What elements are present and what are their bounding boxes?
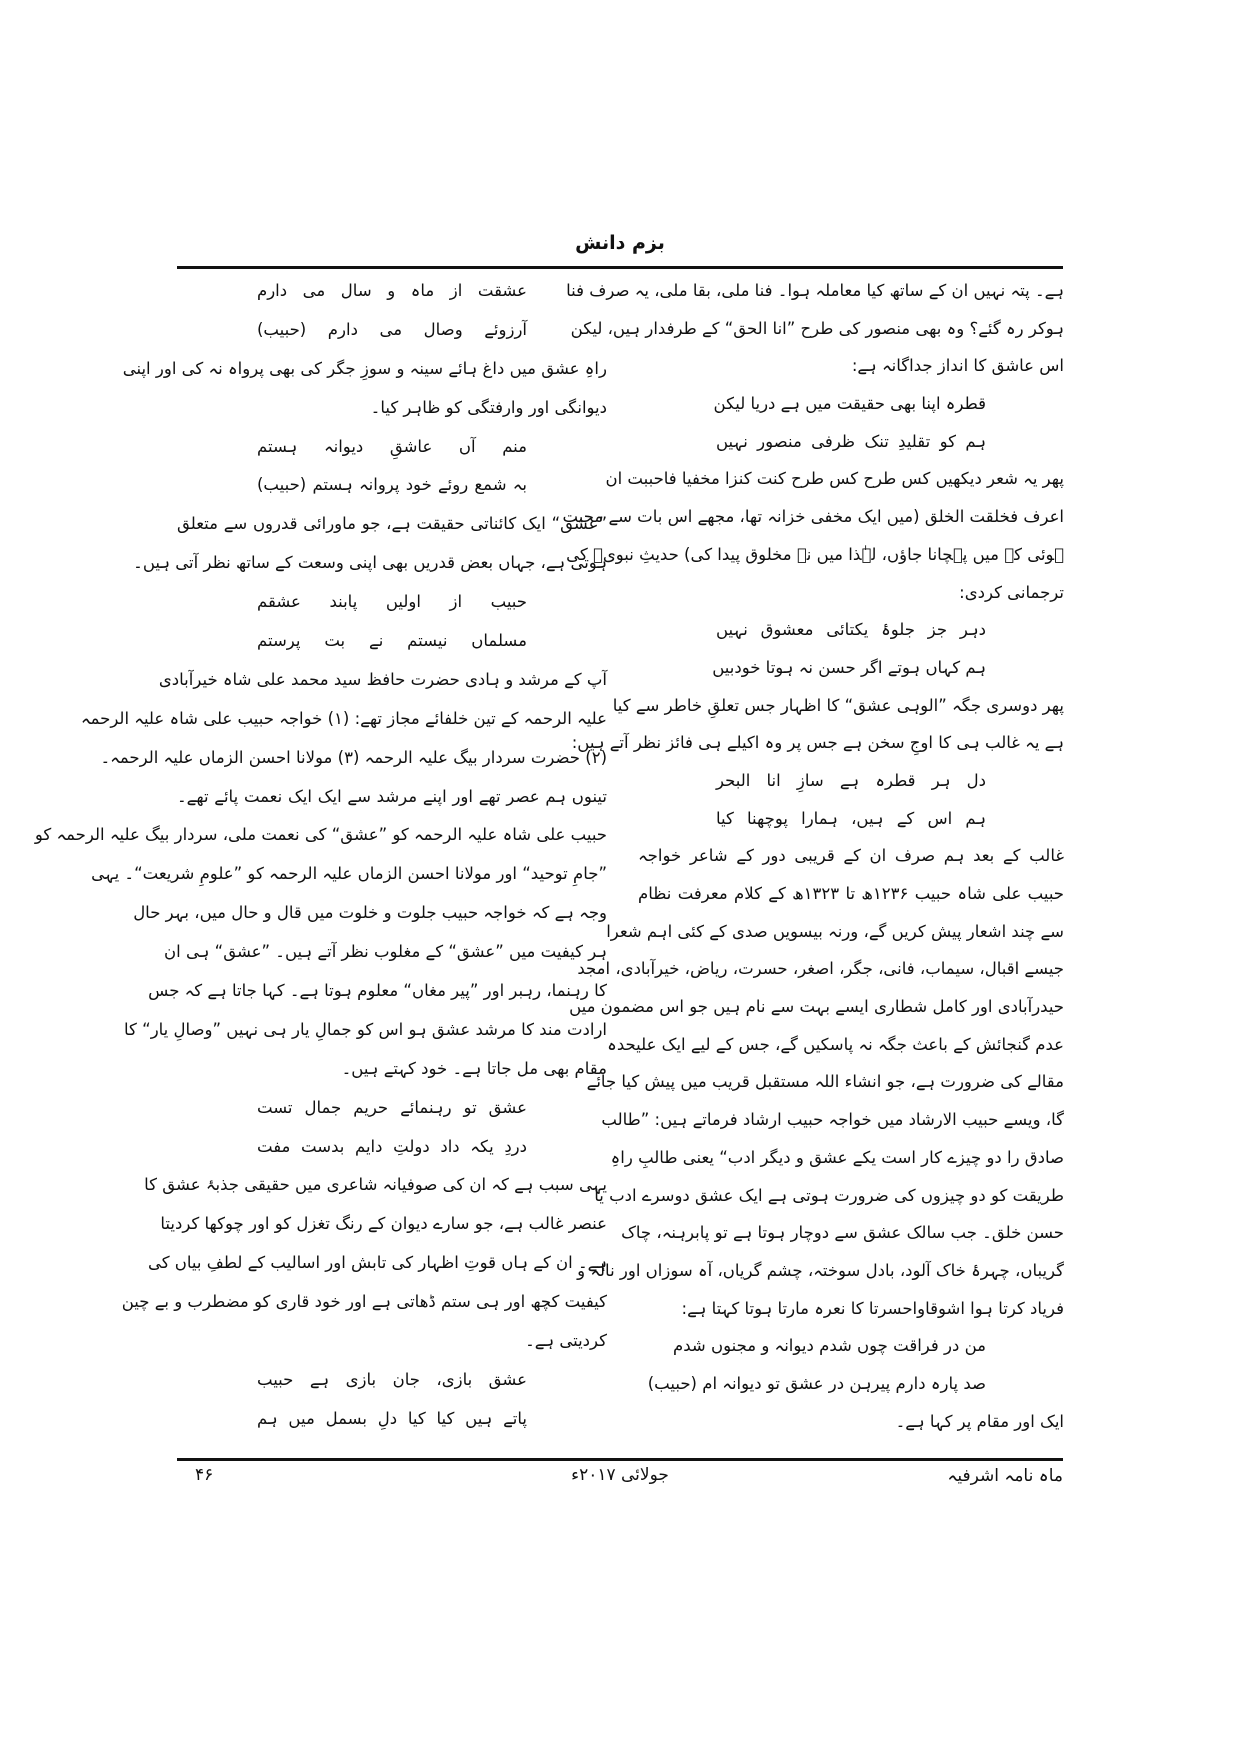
prose-line: جیسے اقبال، سیماب، فانی، جگر، اصغر، حسرت، ریاض، خیرآبادی، امجد (577, 959, 1064, 979)
prose-line: حبیب علی شاہ حبیب ۱۲۳۶ھ تا ۱۳۲۳ھ کے کلام معرفت نظام (638, 884, 1064, 903)
prose-line: گریباں، چہرۂ خاک آلود، بادل سوختہ، چشم گریاں، آہ سوزاں اور نالہ و (577, 1260, 1064, 1280)
prose-line: حبیب علی شاہ علیہ الرحمہ کو ”عشق“ کی نعمت ملی، سردار بیگ علیہ الرحمہ کو (34, 825, 607, 845)
prose-line: مقالے کی ضرورت ہے، جو انشاء اللہ مستقبل قریب میں پیش کیا جائے (586, 1072, 1064, 1092)
verse-line: منم آں عاشقِ دیوانہ ہستم (257, 436, 527, 456)
prose-line: پھر دوسری جگہ ”الوہی عشق“ کا اظہار جس تعلقِ خاطر سے کیا (612, 695, 1064, 715)
verse-line: عشق بازی، جان بازی ہے حبیب (257, 1369, 527, 1389)
prose-line: دیوانگی اور وارفتگی کو ظاہر کیا۔ (370, 397, 607, 417)
prose-line: یہی سبب ہے کہ ان کی صوفیانہ شاعری میں حقیقی جذبۂ عشق کا (144, 1175, 607, 1195)
prose-line: ”عشق“ ایک کائناتی حقیقت ہے، جو ماورائی قدروں سے متعلق (177, 514, 607, 534)
prose-line: ہوئی کہ میں پہچانا جاؤں، لہٰذا میں نے مخلوق پیدا کی) حدیثِ نبویؐ کی (566, 544, 1064, 564)
verse-line: آرزوئے وصال می دارم (حبیب) (257, 319, 527, 339)
verse-line: عشق تو رہنمائے حریم جمال تست (257, 1097, 527, 1117)
verse-line: قطرہ اپنا بھی حقیقت میں ہے دریا لیکن (713, 394, 986, 414)
verse-line: دہر جز جلوۂ یکتائی معشوق نہیں (716, 620, 986, 640)
verse-line: من در فراقت چوں شدم دیوانہ و مجنوں شدم (673, 1336, 986, 1356)
prose-line: ایک اور مقام پر کہا ہے۔ (895, 1411, 1064, 1431)
prose-line: آپ کے مرشد و ہادی حضرت حافظ سید محمد علی شاہ خیرآبادی (158, 669, 607, 689)
prose-line: پھر یہ شعر دیکھیں کس طرح کس طرح کنت کنزا مخفیا فاحببت ان (605, 469, 1064, 489)
prose-line: عنصر غالب ہے، جو سارے دیوان کے رنگ تغزل کو اور چوکھا کردیتا (160, 1214, 607, 1234)
verse-line: پاتے ہیں کیا کیا دلِ بسمل میں ہم (257, 1408, 527, 1428)
prose-line: اعرف فخلقت الخلق (میں ایک مخفی خزانہ تھا، مجھے اس بات سے محبت (562, 507, 1064, 527)
prose-line: غالب کے بعد ہم صرف ان کے قریبی دور کے شاعر خواجہ (638, 846, 1064, 866)
prose-line: اس عاشق کا انداز جداگانہ ہے: (851, 356, 1064, 376)
prose-line: تینوں ہم عصر تھے اور اپنے مرشد سے ایک ایک نعمت پائے تھے۔ (177, 786, 607, 806)
verse-line: بہ شمع روئے خود پروانہ ہستم (حبیب) (257, 475, 527, 495)
prose-line: کردیتی ہے۔ (525, 1331, 607, 1351)
verse-line: مسلماں نیستم نے بت پرستم (257, 631, 527, 651)
prose-line: وجہ ہے کہ خواجہ حبیب جلوت و خلوت میں قال و حال میں، بہر حال (133, 903, 607, 923)
prose-line: ارادت مند کا مرشد عشق ہو اس کو جمالِ یار ہی نہیں ”وصالِ یار“ کا (124, 1019, 607, 1039)
magazine-name: ماہ نامہ اشرفیہ (947, 1466, 1063, 1486)
verse-line: دردِ یکہ داد دولتِ دایم بدست مفت (257, 1136, 527, 1156)
prose-line: ”جامِ توحید“ اور مولانا احسن الزماں علیہ الرحمہ کو ”علومِ شریعت“۔ یہی (91, 864, 607, 884)
prose-line: صادق را دو چیزے کار است یکے عشق و دیگر ادب“ یعنی طالبِ راہِ (610, 1147, 1064, 1167)
prose-line: ہے یہ غالب ہی کا اوجِ سخن ہے جس پر وہ اکیلے ہی فائز نظر آتے ہیں: (571, 733, 1064, 753)
verse-line: دل ہر قطرہ ہے سازِ انا البحر (716, 770, 986, 790)
prose-line: کا رہنما، رہبر اور ”پیر مغاں“ معلوم ہوتا ہے۔ کہا جاتا ہے کہ جس (148, 981, 607, 1001)
verse-line: حبیب از اولیں پابند عشقم (257, 592, 527, 612)
header-rule (177, 266, 1063, 269)
page-number: ۴۶ (195, 1465, 214, 1485)
prose-line: (۲) حضرت سردار بیگ علیہ الرحمہ (۳) مولانا احسن الزماں علیہ الرحمہ۔ (100, 747, 607, 767)
prose-line: عدم گنجائش کے باعث جگہ نہ پاسکیں گے، جس کے لیے ایک علیحدہ (607, 1034, 1064, 1054)
prose-line: ہے۔ پتہ نہیں ان کے ساتھ کیا معاملہ ہوا۔ فنا ملی، بقا ملی، یہ صرف فنا (566, 281, 1064, 300)
prose-line: گا، ویسے حبیب الارشاد میں خواجہ حبیب ارشاد فرماتے ہیں: ”طالب (601, 1110, 1064, 1130)
prose-line: حیدرآبادی اور کامل شطاری ایسے بہت سے نام ہیں جو اس مضمون میں (569, 997, 1064, 1017)
verse-line: ہم کو تقلیدِ تنک ظرفی منصور نہیں (716, 431, 986, 451)
prose-line: ہوکر رہ گئے؟ وہ بھی منصور کی طرح ”انا الحق“ کے طرفدار ہیں، لیکن (570, 318, 1064, 338)
left-column (34, 272, 607, 1439)
prose-line: فریاد کرتا ہوا اشوقاواحسرتا کا نعرہ مارتا ہوتا کہتا ہے: (681, 1298, 1064, 1318)
prose-line: ترجمانی کردی: (959, 582, 1064, 602)
verse-line: ہم کہاں ہوتے اگر حسن نہ ہوتا خودبیں (712, 657, 986, 677)
prose-line: طریقت کو دو چیزوں کی ضرورت ہوتی ہے ایک عشق دوسرے ادب یا (594, 1185, 1064, 1205)
prose-line: ہے۔ ان کے ہاں قوتِ اظہار کی تابش اور اسالیب کے لطفِ بیاں کی (147, 1253, 607, 1273)
prose-line: کیفیت کچھ اور ہی ستم ڈھاتی ہے اور خود قاری کو مضطرب و بے چین (121, 1292, 607, 1312)
section-title: بزم دانش (575, 232, 665, 254)
verse-line: ہم اس کے ہیں، ہمارا پوچھنا کیا (716, 808, 986, 828)
prose-line: ہر کیفیت میں ”عشق“ کے مغلوب نظر آتے ہیں۔ ”عشق“ ہی ان (164, 942, 607, 962)
footer-rule (177, 1458, 1063, 1461)
issue-date: جولائی ۲۰۱۷ء (571, 1465, 669, 1485)
verse-line: صد پارہ دارم پیرہن در عشق تو دیوانہ ام (حبیب) (647, 1373, 986, 1393)
prose-line: حسن خلق۔ جب سالک عشق سے دوچار ہوتا ہے تو پابرہنہ، چاک (621, 1223, 1064, 1243)
prose-line: مقام بھی مل جاتا ہے۔ خود کہتے ہیں۔ (341, 1058, 607, 1078)
prose-line: ہوتی ہے، جہاں بعض قدریں بھی اپنی وسعت کے ساتھ نظر آتی ہیں۔ (133, 553, 607, 573)
verse-line: عشقت از ماہ و سال می دارم (257, 281, 527, 300)
prose-line: علیہ الرحمہ کے تین خلفائے مجاز تھے: (۱) خواجہ حبیب علی شاہ علیہ الرحمہ (80, 708, 607, 728)
prose-line: راہِ عشق میں داغ ہائے سینہ و سوزِ جگر کی بھی پرواہ نہ کی اور اپنی (122, 358, 607, 378)
prose-line: سے چند اشعار پیش کریں گے، ورنہ بیسویں صدی کے کئی اہم شعرا (606, 921, 1064, 941)
